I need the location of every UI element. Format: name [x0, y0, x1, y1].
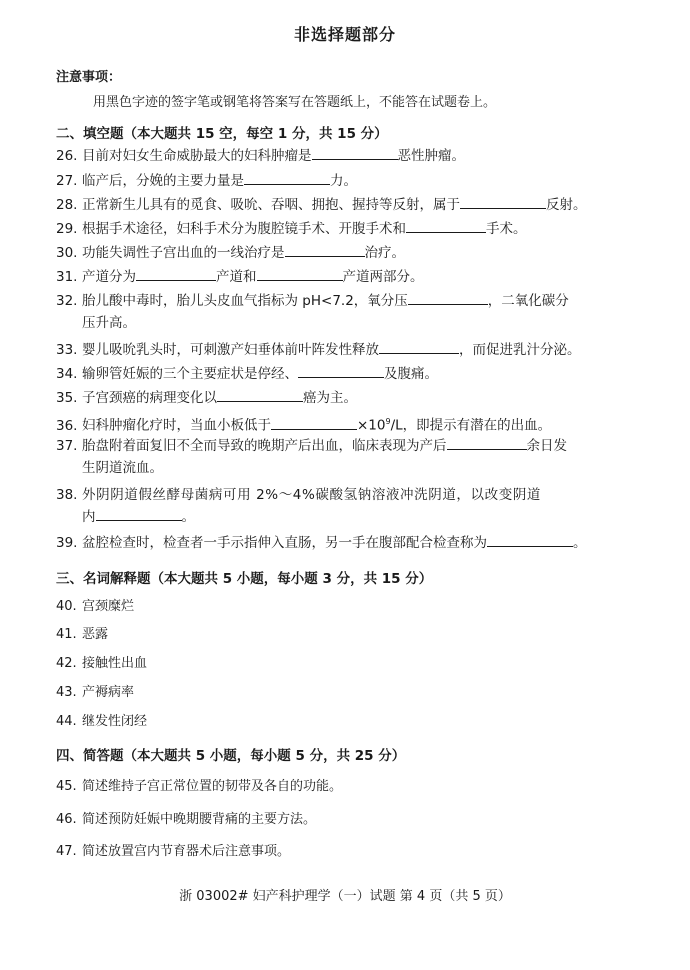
question-text: 简述预防妊娠中晚期腰背痛的主要方法。 [82, 812, 317, 827]
answer-blank [271, 415, 357, 430]
question-number: 47. [56, 844, 77, 859]
question-text: ×10 [357, 417, 386, 434]
answer-blank [285, 242, 365, 257]
question-text: 恶性肿瘤。 [397, 148, 465, 164]
question-text: 盆腔检查时，检查者一手示指伸入直肠，另一手在腹部配合检查称为 [82, 535, 487, 551]
question-number: 37. [56, 438, 78, 454]
question-34 [56, 363, 616, 385]
question-text: 。 [573, 535, 587, 551]
question-28 [56, 194, 616, 216]
answer-blank [447, 435, 527, 450]
question-text: ，而促进乳汁分泌。 [459, 342, 581, 358]
answer-blank [487, 532, 573, 547]
question-text: 宫颈糜烂 [82, 599, 135, 614]
question-number: 36. [56, 417, 78, 434]
question-number: 27. [56, 173, 78, 189]
question-text-continued: 内 [82, 509, 96, 525]
question-number: 29. [56, 221, 78, 237]
question-number: 31. [56, 269, 78, 285]
question-26 [56, 145, 616, 167]
question-47 [56, 840, 290, 859]
question-33 [56, 339, 616, 361]
question-text-continued: 压升高。 [82, 315, 136, 331]
question-text: 癌为主。 [303, 390, 357, 406]
answer-blank [379, 339, 459, 354]
question-36 [56, 411, 616, 437]
page-footer: 浙 03002# 妇产科护理学（一）试题 第 4 页（共 5 页） [179, 889, 511, 904]
question-text: 输卵管妊娠的三个主要症状是停经、 [82, 366, 298, 382]
answer-blank [217, 387, 303, 402]
section-short-answer-heading: 四、简答题（本大题共 5 小题，每小题 5 分，共 25 分） [56, 748, 406, 764]
question-38 [56, 484, 616, 528]
question-text: 妇科肿瘤化疗时，当血小板低于 [82, 417, 271, 434]
question-text: 胎盘附着面复旧不全而导致的晚期产后出血，临床表现为产后 [82, 438, 447, 454]
question-text: ，二氧化碳分 [487, 293, 569, 309]
question-text: 婴儿吸吮乳头时，可刺激产妇垂体前叶阵发性释放 [82, 342, 379, 358]
question-text: 产道分为 [82, 269, 136, 285]
question-text: 胎儿酸中毒时，胎儿头皮血气指标为 pH<7.2，氧分压 [82, 293, 408, 309]
question-text: 简述维持子宫正常位置的韧带及各自的功能。 [82, 779, 343, 794]
question-number: 32. [56, 293, 78, 309]
question-43 [56, 681, 134, 700]
question-44 [56, 710, 147, 729]
question-35 [56, 387, 616, 409]
notice-body: 用黑色字迹的签字笔或钢笔将答案写在答题纸上，不能答在试题卷上。 [93, 95, 497, 110]
question-number: 30. [56, 245, 78, 261]
question-41 [56, 623, 108, 642]
question-number: 46. [56, 812, 77, 827]
answer-blank [408, 290, 488, 305]
question-46 [56, 808, 316, 827]
page-title: 非选择题部分 [293, 25, 396, 44]
answer-blank [298, 363, 384, 378]
question-text-continued: 生阴道流血。 [82, 460, 163, 476]
question-text: 正常新生儿具有的觅食、吸吮、吞咽、拥抱、握持等反射，属于 [82, 197, 460, 213]
question-39 [56, 532, 616, 554]
question-text: 目前对妇女生命威胁最大的妇科肿瘤是 [82, 148, 312, 164]
question-number: 26. [56, 148, 78, 164]
question-text: 接触性出血 [82, 656, 148, 671]
question-number: 44. [56, 714, 77, 729]
answer-blank [244, 170, 330, 185]
question-number: 45. [56, 779, 77, 794]
question-number: 33. [56, 342, 78, 358]
question-text: 及腹痛。 [384, 366, 438, 382]
question-text: 恶露 [82, 627, 109, 642]
question-text: 外阴阴道假丝酵母菌病可用 2%～4%碳酸氢钠溶液冲洗阴道，以改变阴道 [82, 487, 542, 503]
question-text: 力。 [330, 173, 357, 189]
question-29 [56, 218, 616, 240]
question-number: 34. [56, 366, 78, 382]
answer-blank [136, 266, 216, 281]
answer-blank [96, 506, 182, 521]
question-text: 产道和 [216, 269, 257, 285]
question-text: 功能失调性子宫出血的一线治疗是 [82, 245, 285, 261]
question-text: 产道两部分。 [342, 269, 424, 285]
answer-blank [257, 266, 343, 281]
section-definitions-heading: 三、名词解释题（本大题共 5 小题，每小题 3 分，共 15 分） [56, 571, 433, 587]
question-42 [56, 652, 147, 671]
question-text: 。 [181, 509, 195, 525]
question-text: 手术。 [486, 221, 527, 237]
question-number: 42. [56, 656, 77, 671]
question-text: 反射。 [546, 197, 587, 213]
notice-heading: 注意事项： [56, 70, 122, 85]
question-number: 40. [56, 599, 77, 614]
question-text: 继发性闭经 [82, 714, 148, 729]
answer-blank [312, 145, 398, 160]
question-number: 41. [56, 627, 77, 642]
question-40 [56, 595, 134, 614]
question-number: 28. [56, 197, 78, 213]
question-number: 35. [56, 390, 78, 406]
question-text: /L，即提示有潜在的出血。 [390, 417, 552, 434]
question-text: 根据手术途径，妇科手术分为腹腔镜手术、开腹手术和 [82, 221, 406, 237]
answer-blank [406, 218, 486, 233]
section-fill-blank-heading: 二、填空题（本大题共 15 空，每空 1 分，共 15 分） [56, 126, 388, 142]
question-number: 38. [56, 487, 78, 503]
question-32 [56, 290, 616, 334]
answer-blank [460, 194, 546, 209]
question-text: 产褥病率 [82, 685, 135, 700]
question-text: 简述放置宫内节育器术后注意事项。 [82, 844, 291, 859]
question-text: 临产后，分娩的主要力量是 [82, 173, 244, 189]
question-number: 43. [56, 685, 77, 700]
question-30 [56, 242, 616, 264]
question-31 [56, 266, 616, 288]
question-27 [56, 170, 616, 192]
question-37 [56, 435, 616, 479]
question-text: 子宫颈癌的病理变化以 [82, 390, 217, 406]
exponent: 9 [385, 417, 391, 426]
question-number: 39. [56, 535, 78, 551]
question-text: 余日发 [526, 438, 567, 454]
question-text: 治疗。 [364, 245, 405, 261]
question-45 [56, 775, 342, 794]
